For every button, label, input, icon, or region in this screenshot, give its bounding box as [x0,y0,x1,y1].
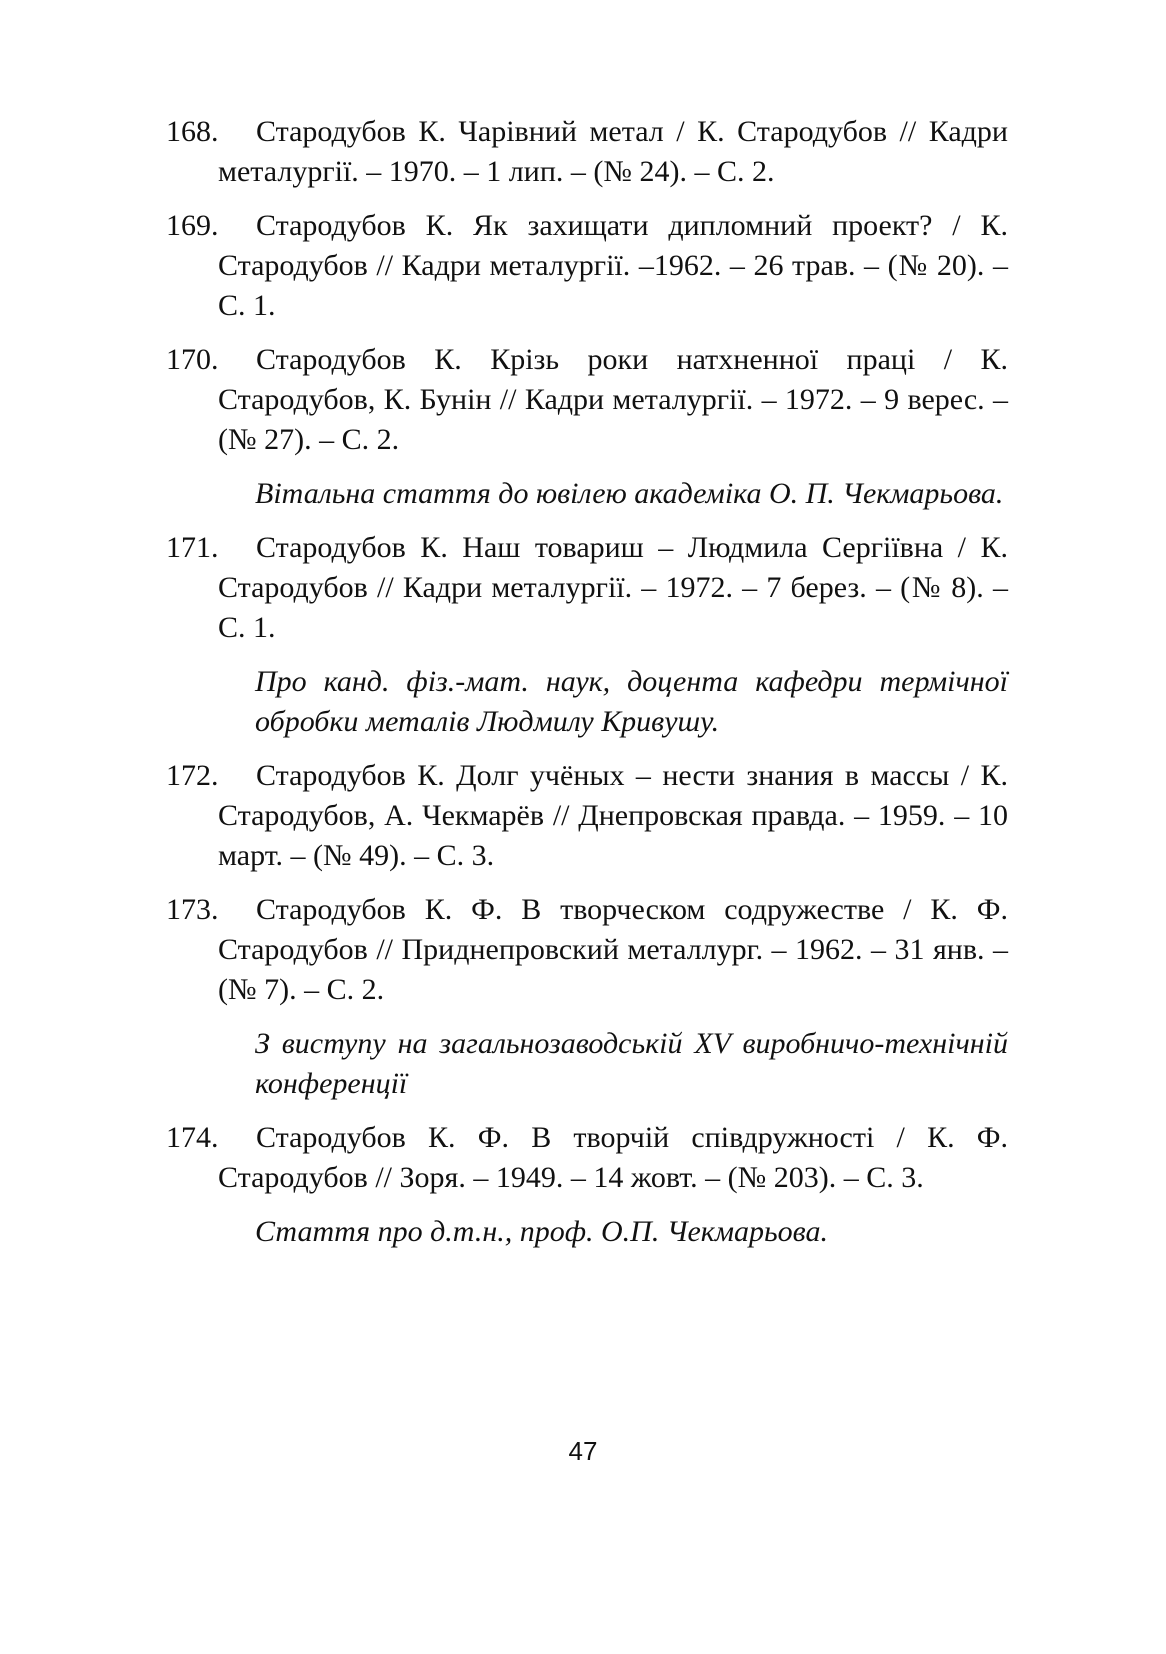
page-number: 47 [568,1436,598,1466]
entry-annotation-171: Про канд. фіз.-мат. наук, доцента кафедри термічної обробки металів Людмилу Кривушу. [255,665,1008,738]
entry-text: Стародубов К. Як захищати дипломний проект? / К. Стародубов // Кадри металургії. –1962. – 26 трав. – (№ 20). – С. 1. [218,209,1008,322]
bibliography-entry-171 [166,528,1008,648]
bibliography-entry-169 [166,206,1008,326]
entry-number: 169. [166,209,219,242]
entry-number: 174. [166,1121,219,1154]
bibliography-entry-174 [166,1118,1008,1198]
bibliography-list [166,112,1008,1266]
entry-text: Стародубов К. Наш товариш – Людмила Сергіївна / К. Стародубов // Кадри металургії. – 1972. – 7 берез. – (№ 8). – С. 1. [218,531,1008,644]
entry-number: 171. [166,531,219,564]
entry-text: Стародубов К. Долг учёных – нести знания в массы / К. Стародубов, А. Чекмарёв // Днепровская правда. – 1959. – 10 март. – (№ 49). – С. 3. [218,759,1008,872]
entry-text: Стародубов К. Чарівний метал / К. Стародубов // Кадри металургії. – 1970. – 1 лип. – (№ 24). – С. 2. [218,115,1008,188]
bibliography-entry-172 [166,756,1008,876]
entry-annotation-174: Стаття про д.т.н., проф. О.П. Чекмарьова. [255,1215,828,1248]
entry-number: 173. [166,893,219,926]
entry-text: Стародубов К. Ф. В творчій співдружності / К. Ф. Стародубов // Зоря. – 1949. – 14 жовт. – (№ 203). – С. 3. [218,1121,1008,1194]
entry-text: Стародубов К. Ф. В творческом содружестве / К. Ф. Стародубов // Приднепровский металлург. – 1962. – 31 янв. – (№ 7). – С. 2. [218,893,1008,1006]
entry-number: 170. [166,343,219,376]
entry-annotation-170: Вітальна стаття до ювілею академіка О. П. Чекмарьова. [255,477,1004,510]
entry-annotation-173: З виступу на загальнозаводській XV виробничо-технічній конференції [255,1027,1008,1100]
bibliography-entry-170 [166,340,1008,460]
bibliography-entry-173 [166,890,1008,1010]
entry-number: 168. [166,115,219,148]
entry-number: 172. [166,759,219,792]
bibliography-entry-168 [166,112,1008,192]
entry-text: Стародубов К. Крізь роки натхненної праці / К. Стародубов, К. Бунін // Кадри металургії. – 1972. – 9 верес. – (№ 27). – С. 2. [218,343,1008,456]
